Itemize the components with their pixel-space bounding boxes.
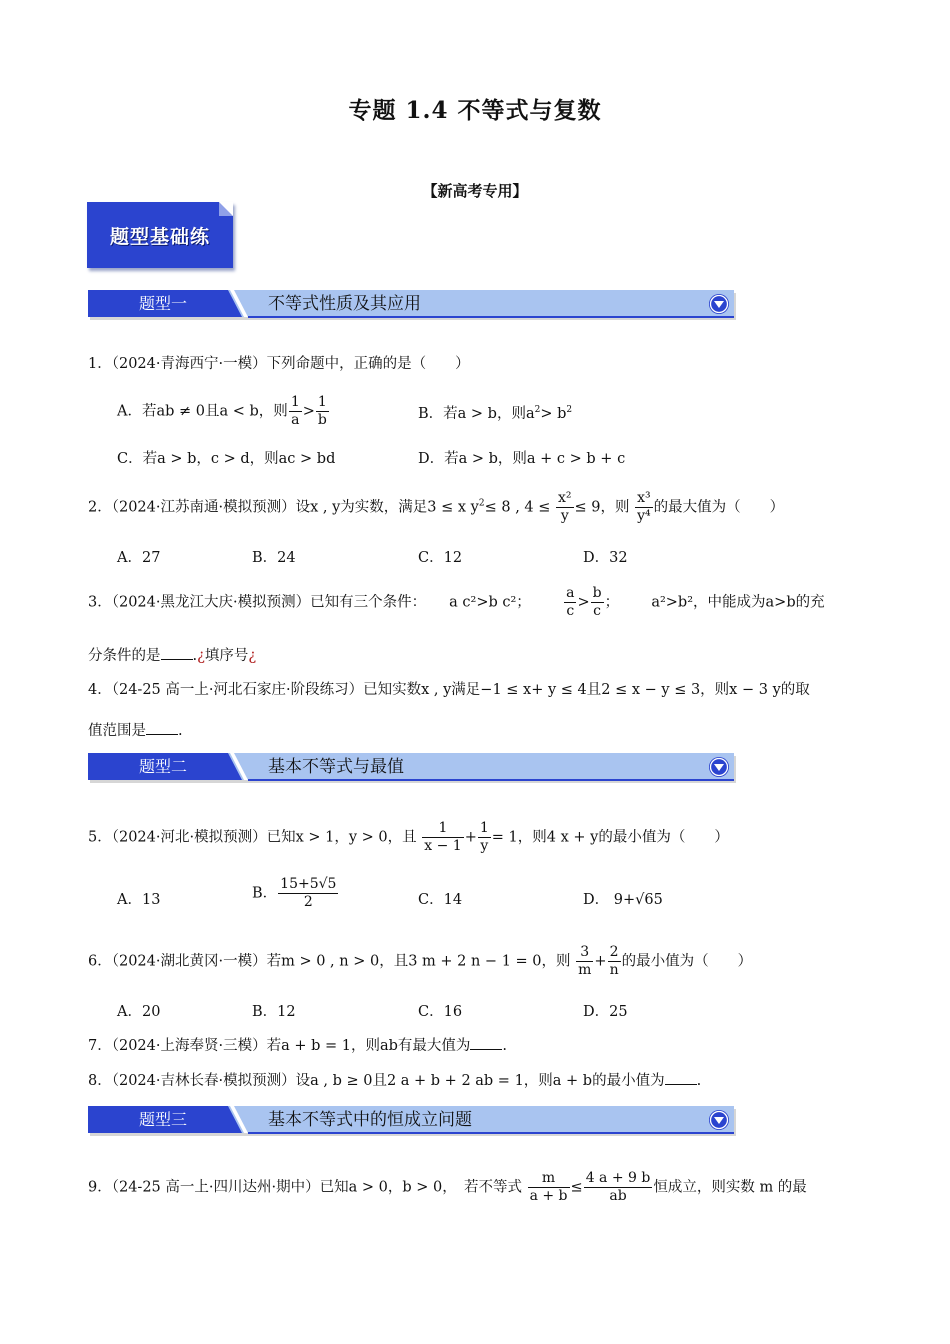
- section-label: 题型一: [138, 294, 187, 313]
- question-3-line-2: 分条件的是 .¿填序号¿: [88, 645, 256, 666]
- section-name: 不等式性质及其应用: [268, 294, 421, 314]
- chevron-down-icon: [708, 293, 730, 315]
- question-6-option-c: C．16: [418, 1004, 463, 1020]
- section-name: 基本不等式中的恒成立问题: [268, 1110, 472, 1130]
- answer-blank[interactable]: [161, 645, 193, 660]
- question-1-option-d: D．若a > b，则a + c > b + c: [418, 451, 626, 467]
- question-7-stem: 7．（2024·上海奉贤·三模）若a + b = 1，则ab有最大值为 .: [88, 1035, 507, 1056]
- question-5-option-b: B． $\frac{15+5√5}{2}$: [252, 876, 337, 910]
- question-5-option-a: A．13: [117, 892, 161, 908]
- answer-blank[interactable]: [470, 1035, 502, 1050]
- question-5-option-c: C．14: [418, 892, 463, 908]
- question-2-option-d: D．32: [583, 550, 628, 566]
- chevron-down-icon: [708, 1109, 730, 1131]
- answer-blank[interactable]: [665, 1070, 697, 1085]
- chevron-down-icon: [708, 756, 730, 778]
- question-2-option-c: C．12: [418, 550, 463, 566]
- section-header-3: [88, 1106, 736, 1136]
- question-1-option-a: A．若ab ≠ 0且a < b，则 $\frac{1}{a}$ > $\frac{1}{b}$: [117, 394, 327, 428]
- badge-label: 题型基础练: [109, 225, 210, 248]
- section-label: 题型三: [138, 1110, 187, 1129]
- question-6-stem: 6．（2024·湖北黄冈·一模）若m > 0 , n > 0，且3 m + 2 n − 1 = 0，则 $\frac{3}{m}$ + $\frac{2}{n}$ 的最小值为（ ）: [88, 944, 753, 978]
- question-8-stem: 8．（2024·吉林长春·模拟预测）设a , b ≥ 0且2 a + b + 2 ab = 1，则a + b的最小值为 .: [88, 1070, 701, 1091]
- question-1-option-b: B．若a > b，则$a^2> b^2$: [418, 405, 573, 422]
- question-9-stem: 9．（24-25 高一上·四川达州·期中）已知a > 0，b > 0， 若不等式 $\frac{m}{a + b}$ ≤ $\frac{4 a + 9 b}{ab}$ 恒成立，则实数 m 的最: [88, 1170, 807, 1204]
- question-4-line-2: 值范围是 .: [88, 720, 183, 741]
- section-name: 基本不等式与最值: [268, 757, 404, 777]
- question-6-option-b: B．12: [252, 1004, 296, 1020]
- question-2-option-a: A．27: [117, 550, 161, 566]
- badge-fold-corner: [219, 202, 233, 216]
- question-2-option-b: B．24: [252, 550, 296, 566]
- question-6-option-d: D．25: [583, 1004, 628, 1020]
- question-6-option-a: A．20: [117, 1004, 161, 1020]
- page-title: 专题 1.4 不等式与复数: [348, 97, 602, 124]
- section-badge: [87, 202, 233, 268]
- section-header-1: [88, 290, 736, 320]
- question-2-stem: 2．（2024·江苏南通·模拟预测）设x , y为实数，满足3 ≤ x $y^2\le 8$ , 4 ≤ $\frac{\text{x²}}{y}$ ≤ 9，则 $\frac{\text{x³}}{\text{y⁴}}$ 的最大值为（ ）: [88, 490, 785, 524]
- question-1-stem: 1．（2024·青海西宁·一模）下列命题中，正确的是（ ）: [88, 356, 470, 372]
- page-subtitle: 【新高考专用】: [422, 182, 528, 200]
- question-5-option-d: D． 9+√65: [583, 892, 663, 908]
- question-1-option-c: C．若a > b，c > d，则ac > bd: [117, 451, 336, 467]
- question-5-stem: 5．（2024·河北·模拟预测）已知x > 1，y > 0，且 $\frac{1}{x - 1}$ + $\frac{1}{y}$ = 1，则4 x + y的最小值为（ ）: [88, 820, 729, 854]
- question-4-line-1: 4．（24-25 高一上·河北石家庄·阶段练习）已知实数x , y满足−1 ≤ x+ y ≤ 4且2 ≤ x − y ≤ 3，则x − 3 y的取: [88, 682, 810, 698]
- section-label: 题型二: [138, 757, 187, 776]
- question-3-stem: 3．（2024·黑龙江大庆·模拟预测）已知有三个条件： a c²>b c²； $\frac{a}{c}$ > $\frac{b}{c}$ ； a²>b²，中能成为a>b的充: [88, 585, 825, 619]
- section-header-2: [88, 753, 736, 783]
- answer-blank[interactable]: [146, 720, 178, 735]
